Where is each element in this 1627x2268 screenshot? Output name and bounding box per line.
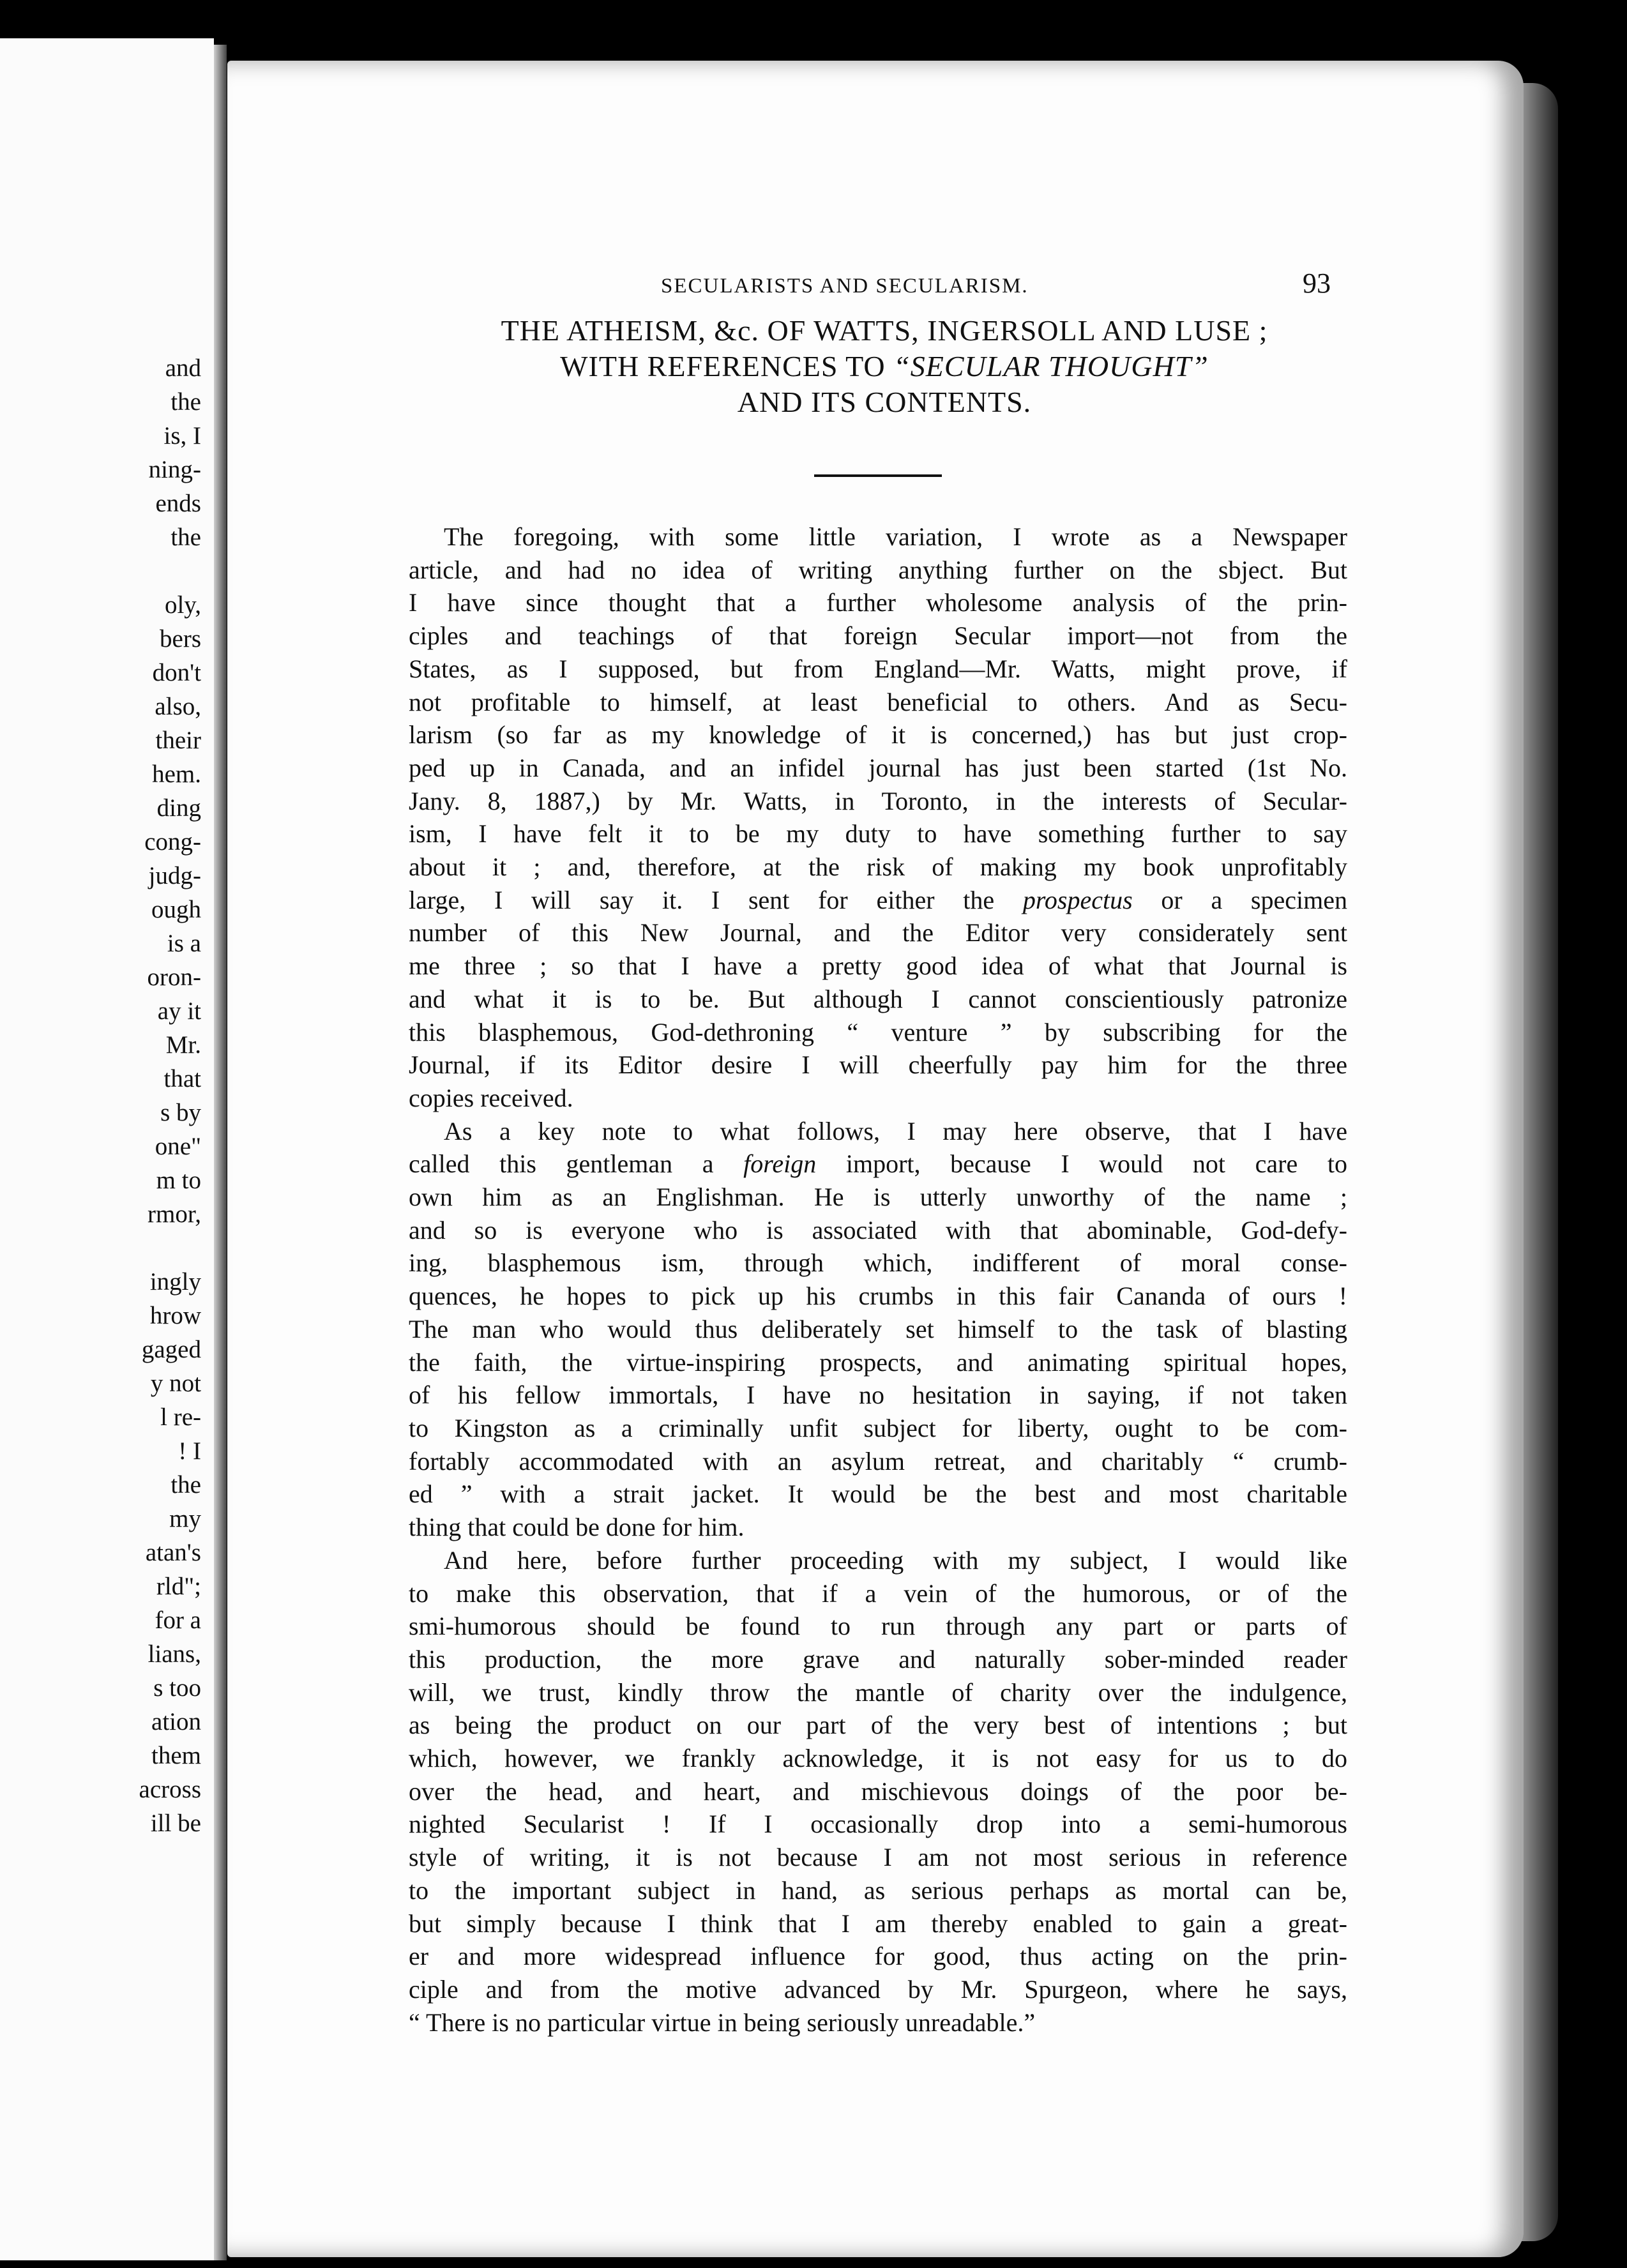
left-page-line: gaged <box>141 1336 201 1363</box>
text-line: the faith, the virtue-inspiring prospects, and animating spiritual hopes, <box>409 1347 1347 1377</box>
title-rule <box>814 474 942 477</box>
text-line: ing, blasphemous ism, through which, indifferent of moral conse- <box>409 1248 1347 1278</box>
text-line: and so is everyone who is associated with that abominable, God-defy- <box>409 1215 1347 1244</box>
title-line-3: AND ITS CONTENTS. <box>737 386 1032 418</box>
left-page-line: also, <box>155 693 201 720</box>
text-line: Journal, if its Editor desire I will cheerfully pay him for the three <box>409 1050 1347 1080</box>
text-line: this blasphemous, God-dethroning “ venture ” by subscribing for the <box>409 1017 1347 1047</box>
left-page-line: ough <box>151 896 201 923</box>
left-page-line: y not <box>150 1370 201 1397</box>
text-line: fortably accommodated with an asylum retreat, and charitably “ crumb- <box>409 1446 1347 1476</box>
text-line: which, however, we frankly acknowledge, it is not easy for us to do <box>409 1744 1347 1773</box>
left-page-line: s too <box>153 1674 201 1702</box>
left-page-line: Mr. <box>165 1031 201 1059</box>
text-line: ciple and from the motive advanced by Mr. Spurgeon, where he says, <box>409 1974 1347 2004</box>
left-page-line: the <box>170 1471 201 1499</box>
left-page-line: l re- <box>160 1403 201 1431</box>
text-line: And here, before further proceeding with my subject, I would like <box>444 1545 1347 1575</box>
left-page-line: one" <box>155 1133 201 1160</box>
left-page-line: is a <box>167 930 201 957</box>
text-line: ciples and teachings of that foreign Secular import—not from the <box>409 621 1347 651</box>
title-line-2-italic: “SECULAR THOUGHT” <box>893 350 1209 382</box>
text-line: States, as I supposed, but from England—Mr. Watts, might prove, if <box>409 654 1347 683</box>
chapter-title <box>396 313 1373 420</box>
left-page-line: ill be <box>150 1810 201 1837</box>
left-page-line: cong- <box>144 828 201 856</box>
page-edge <box>1520 83 1558 2241</box>
text-line: to Kingston as a criminally unfit subject for liberty, ought to be com- <box>409 1413 1347 1442</box>
text-line: as being the product on our part of the very best of intentions ; but <box>409 1711 1347 1740</box>
text-line: not profitable to himself, at least beneficial to others. And as Secu- <box>409 687 1347 716</box>
text-line: ism, I have felt it to be my duty to have something further to say <box>409 819 1347 849</box>
left-page-line: their <box>155 727 201 754</box>
title-line-2 <box>396 349 1373 384</box>
left-page-line: ay it <box>157 997 201 1025</box>
page-gutter <box>214 45 227 2260</box>
left-page-line: ! I <box>178 1437 201 1465</box>
left-page-line: across <box>139 1776 201 1803</box>
text-line: will, we trust, kindly throw the mantle of charity over the indulgence, <box>409 1677 1347 1707</box>
left-page-line: ingly <box>149 1268 201 1296</box>
text-line: and what it is to be. But although I cannot conscientiously patronize <box>409 984 1347 1013</box>
left-page-line: ends <box>155 490 201 517</box>
text-line: ed ” with a strait jacket. It would be the best and most charitable <box>409 1479 1347 1509</box>
left-page-line: don't <box>152 659 201 686</box>
left-page-line: lians, <box>148 1640 201 1668</box>
text-line: Jany. 8, 1887,) by Mr. Watts, in Toronto, in the interests of Secular- <box>409 786 1347 815</box>
left-page-line: rld"; <box>156 1573 201 1600</box>
text-line: this production, the more grave and naturally sober-minded reader <box>409 1644 1347 1674</box>
text-line: The foregoing, with some little variation, I wrote as a Newspaper <box>444 522 1347 551</box>
left-page-line <box>35 554 201 588</box>
left-page-fragment <box>0 38 214 2260</box>
left-page-line: for a <box>155 1606 201 1634</box>
left-page-text <box>35 351 201 1840</box>
text-line: As a key note to what follows, I may here observe, that I have <box>444 1116 1347 1145</box>
text-line: number of this New Journal, and the Editor very considerately sent <box>409 918 1347 948</box>
text-line: to make this observation, that if a vein of the humorous, or of the <box>409 1578 1347 1608</box>
left-page-line: hrow <box>149 1302 201 1329</box>
title-line-2-prefix: WITH REFERENCES TO <box>560 350 886 382</box>
left-page-line: and <box>165 354 201 382</box>
left-page-line: ding <box>156 794 201 822</box>
text-line: called this gentleman a foreign import, because I would not care to <box>409 1149 1347 1179</box>
left-page-line: m to <box>156 1167 201 1194</box>
text-line: er and more widespread influence for good, thus acting on the prin- <box>409 1942 1347 1971</box>
left-page-line: hem. <box>152 760 201 788</box>
text-line: article, and had no idea of writing anything further on the sbject. But <box>409 555 1347 584</box>
left-page-line <box>35 1231 201 1265</box>
text-line: “ There is no particular virtue in being seriously unreadable.” <box>409 2007 1036 2037</box>
left-page-line: the <box>170 388 201 416</box>
left-page-line: rmor, <box>148 1200 201 1228</box>
text-line: of his fellow immortals, I have no hesitation in saying, if not taken <box>409 1380 1347 1410</box>
title-line-1: THE ATHEISM, &c. OF WATTS, INGERSOLL AND LUSE ; <box>501 314 1268 347</box>
text-line: ped up in Canada, and an infidel journal has just been started (1st No. <box>409 753 1347 782</box>
text-line: smi-humorous should be found to run through any part or parts of <box>409 1612 1347 1641</box>
text-line: own him as an Englishman. He is utterly unworthy of the name ; <box>409 1183 1347 1212</box>
left-page-line: that <box>163 1065 201 1092</box>
text-line: The man who would thus deliberately set himself to the task of blasting <box>409 1314 1347 1343</box>
body-text <box>409 520 1347 2039</box>
left-page-line: ation <box>151 1708 201 1735</box>
text-line: over the head, and heart, and mischievous doings of the poor be- <box>409 1776 1347 1806</box>
page-number: 93 <box>1303 268 1331 299</box>
text-line: quences, he hopes to pick up his crumbs in this fair Cananda of ours ! <box>409 1281 1347 1311</box>
left-page-line: them <box>151 1742 201 1769</box>
text-line: me three ; so that I have a pretty good idea of what that Journal is <box>409 951 1347 981</box>
running-head: SECULARISTS AND SECULARISM. <box>661 275 1029 298</box>
left-page-line: my <box>169 1505 201 1532</box>
text-line: style of writing, it is not because I am not most serious in reference <box>409 1843 1347 1872</box>
text-line: large, I will say it. I sent for either the prospectus or a specimen <box>409 885 1347 914</box>
text-line: to the important subject in hand, as serious perhaps as mortal can be, <box>409 1875 1347 1905</box>
text-line: nighted Secularist ! If I occasionally drop into a semi-humorous <box>409 1810 1347 1839</box>
text-line: but simply because I think that I am thereby enabled to gain a great- <box>409 1909 1347 1938</box>
left-page-line: judg- <box>148 862 201 889</box>
text-line: thing that could be done for him. <box>409 1513 745 1542</box>
left-page-line: oly, <box>164 591 201 619</box>
text-line: copies received. <box>409 1083 573 1112</box>
left-page-line: oron- <box>147 964 201 991</box>
left-page-line: atan's <box>145 1539 201 1566</box>
left-page-line: the <box>170 524 201 551</box>
left-page-line: bers <box>160 625 201 653</box>
left-page-line: s by <box>160 1099 201 1126</box>
left-page-line: ning- <box>148 456 201 483</box>
text-line: I have since thought that a further wholesome analysis of the prin- <box>409 588 1347 617</box>
text-line: about it ; and, therefore, at the risk of making my book unprofitably <box>409 852 1347 882</box>
text-line: larism (so far as my knowledge of it is concerned,) has but just crop- <box>409 720 1347 750</box>
left-page-line: is, I <box>163 422 201 450</box>
